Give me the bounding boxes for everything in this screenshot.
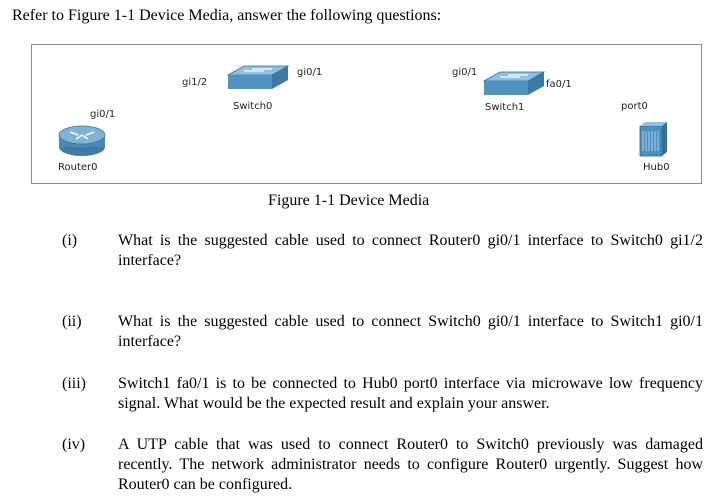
switch0-icon[interactable] [228,66,288,89]
switch0-port-right-label: gi0/1 [297,67,323,78]
switch0-name-label: Switch0 [233,101,273,112]
network-diagram [31,44,702,184]
question-text: Switch1 fa0/1 is to be connected to Hub0 port0 interface via microwave low frequency signal. What would be the expected result and explain your answer. [118,375,703,412]
question-text: What is the suggested cable used to connect Switch0 gi0/1 interface to Switch1 gi0/1 interface? [118,313,703,350]
switch1-port-left-label: gi0/1 [452,67,478,78]
question-text: A UTP cable that was used to connect Router0 to Switch0 previously was damaged recently. The network administrator needs to configure Router0 urgently. Suggest how Router0 can be configured. [118,436,703,493]
question-text: What is the suggested cable used to connect Router0 gi0/1 interface to Switch0 gi1/2 interface? [118,232,703,269]
switch1-port-right-label: fa0/1 [546,79,572,90]
question-number: (i) [62,232,78,249]
hub-port-label: port0 [621,101,648,112]
switch1-name-label: Switch1 [485,102,525,113]
switch1-icon[interactable] [484,72,544,95]
router-port-label: gi0/1 [90,109,116,120]
switch0-port-left-label: gi1/2 [182,77,208,88]
hub-icon[interactable] [640,122,667,156]
router-icon[interactable] [59,126,105,156]
figure-caption: Figure 1-1 Device Media [268,192,430,209]
question-number: (iii) [62,375,86,392]
hub-name-label: Hub0 [643,162,670,173]
topology-canvas [32,45,703,185]
question-number: (iv) [62,436,86,453]
question-number: (ii) [62,313,82,330]
router-name-label: Router0 [58,162,98,173]
intro-text: Refer to Figure 1-1 Device Media, answer the following questions: [12,7,442,24]
